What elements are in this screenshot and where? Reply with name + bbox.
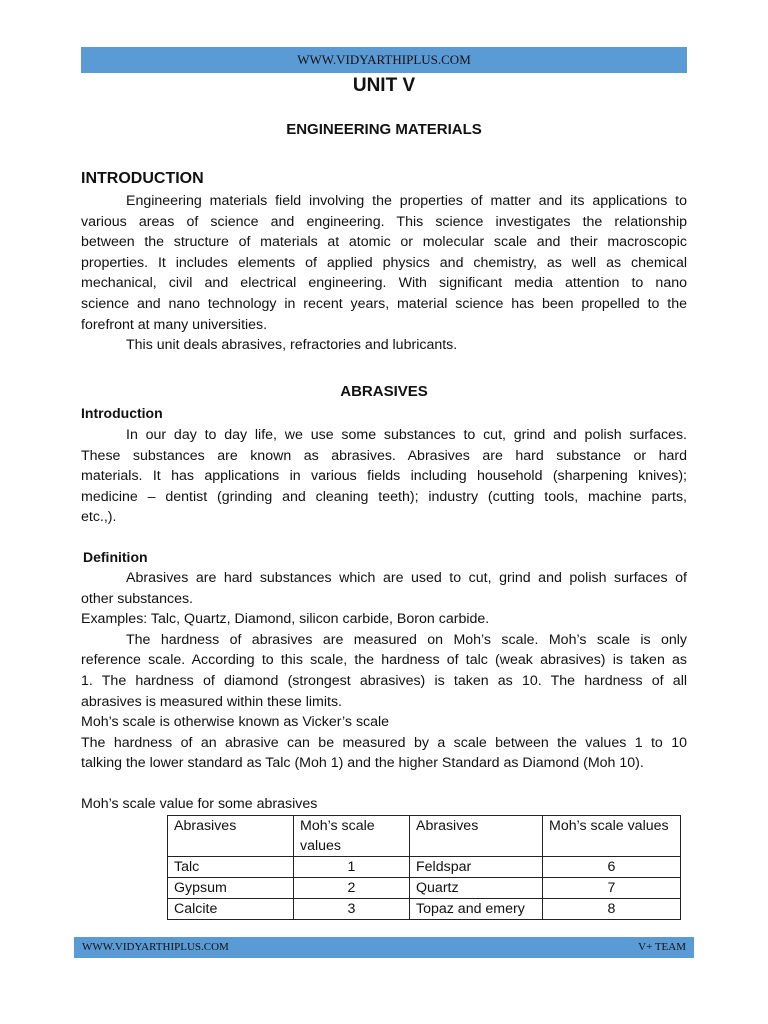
table-caption: Moh’s scale value for some abrasives — [81, 796, 318, 812]
abrasives-intro-paragraph — [81, 425, 687, 528]
table-row — [168, 857, 681, 878]
intro-line: Engineering materials field involving the properties of matter and its applications to — [126, 193, 687, 209]
table-header-cell: Moh’s scale values — [543, 816, 681, 857]
intro-scope: This unit deals abrasives, refractories and lubricants. — [126, 337, 458, 354]
definition-heading: Definition — [83, 549, 148, 565]
header-site-text: WWW.VIDYARTHIPLUS.COM — [297, 52, 471, 67]
intro-line: forefront at many universities. — [81, 316, 268, 333]
subject-title: ENGINEERING MATERIALS — [286, 121, 482, 138]
table-cell: Calcite — [168, 899, 294, 920]
intro-line: properties. It includes elements of applied physics and chemistry, as well as chemical — [81, 254, 687, 271]
hardness-line: reference scale. According to this scale, the hardness of talc (weak abrasives) is taken as — [81, 652, 687, 669]
abrasives-intro-line: These substances are known as abrasives. Abrasives are hard substance or hard — [81, 447, 687, 464]
table-row — [168, 878, 681, 899]
intro-line: various areas of science and engineering. This science investigates the relationship — [81, 213, 687, 230]
hardness-line: The hardness of abrasives are measured on Moh’s scale. Moh’s scale is only — [126, 631, 687, 648]
table-cell: 3 — [294, 899, 410, 920]
unit-title: UNIT V — [352, 75, 416, 96]
footer-banner — [74, 937, 694, 958]
definition-line: Abrasives are hard substances which are used to cut, grind and polish surfaces of — [126, 570, 687, 586]
table-cell: Topaz and emery — [410, 899, 543, 920]
intro-line: mechanical, civil and electrical engineering. With significant media attention to nano — [81, 275, 687, 292]
abrasives-intro-line: etc.,). — [81, 509, 117, 526]
table-cell: Feldspar — [410, 857, 543, 878]
mohs-scale-table — [167, 815, 681, 920]
vicker-line: Moh’s scale is otherwise known as Vicker’s scale — [81, 714, 390, 731]
range-line: talking the lower standard as Talc (Moh 1) and the higher Standard as Diamond (Moh 10). — [81, 755, 644, 772]
definition-line: other substances. — [81, 590, 193, 607]
table-cell: Talc — [168, 857, 294, 878]
table-cell: 8 — [543, 899, 681, 920]
hardness-line: abrasives is measured within these limits. — [81, 693, 342, 710]
table-header-cell: Moh’s scale values — [294, 816, 410, 857]
table-cell: Gypsum — [168, 878, 294, 899]
footer-team-text: V+ TEAM — [638, 941, 686, 953]
hardness-line: 1. The hardness of diamond (strongest abrasives) is taken as 10. The hardness of all — [81, 672, 687, 689]
introduction-paragraph — [81, 191, 687, 356]
table-cell: 6 — [543, 857, 681, 878]
table-header-row — [168, 816, 681, 857]
introduction-heading: INTRODUCTION — [81, 170, 204, 187]
abrasives-intro-line: materials. It has applications in various fields including household (sharpening knives); — [81, 468, 687, 485]
range-line: The hardness of an abrasive can be measured by a scale between the values 1 to 10 — [81, 734, 687, 751]
abrasives-heading: ABRASIVES — [340, 383, 428, 400]
table-cell: Quartz — [410, 878, 543, 899]
table-cell: 1 — [294, 857, 410, 878]
table-cell: 2 — [294, 878, 410, 899]
intro-line: science and nano technology in recent years, material science has been propelled to the — [81, 295, 687, 312]
abrasives-intro-line: medicine – dentist (grinding and cleaning teeth); industry (cutting tools, machine parts, — [81, 488, 687, 505]
abrasives-intro-line: In our day to day life, we use some substances to cut, grind and polish surfaces. — [126, 427, 687, 443]
table-row — [168, 899, 681, 920]
header-banner — [81, 47, 687, 73]
table-header-cell: Abrasives — [168, 816, 294, 857]
abrasives-intro-heading: Introduction — [81, 405, 163, 421]
table-cell: 7 — [543, 878, 681, 899]
table-header-cell: Abrasives — [410, 816, 543, 857]
definition-paragraph — [81, 568, 687, 774]
intro-line: between the structure of materials at atomic or molecular scale and their macroscopic — [81, 234, 687, 251]
footer-site-text: WWW.VIDYARTHIPLUS.COM — [82, 941, 229, 953]
examples-line: Examples: Talc, Quartz, Diamond, silicon carbide, Boron carbide. — [81, 611, 490, 628]
